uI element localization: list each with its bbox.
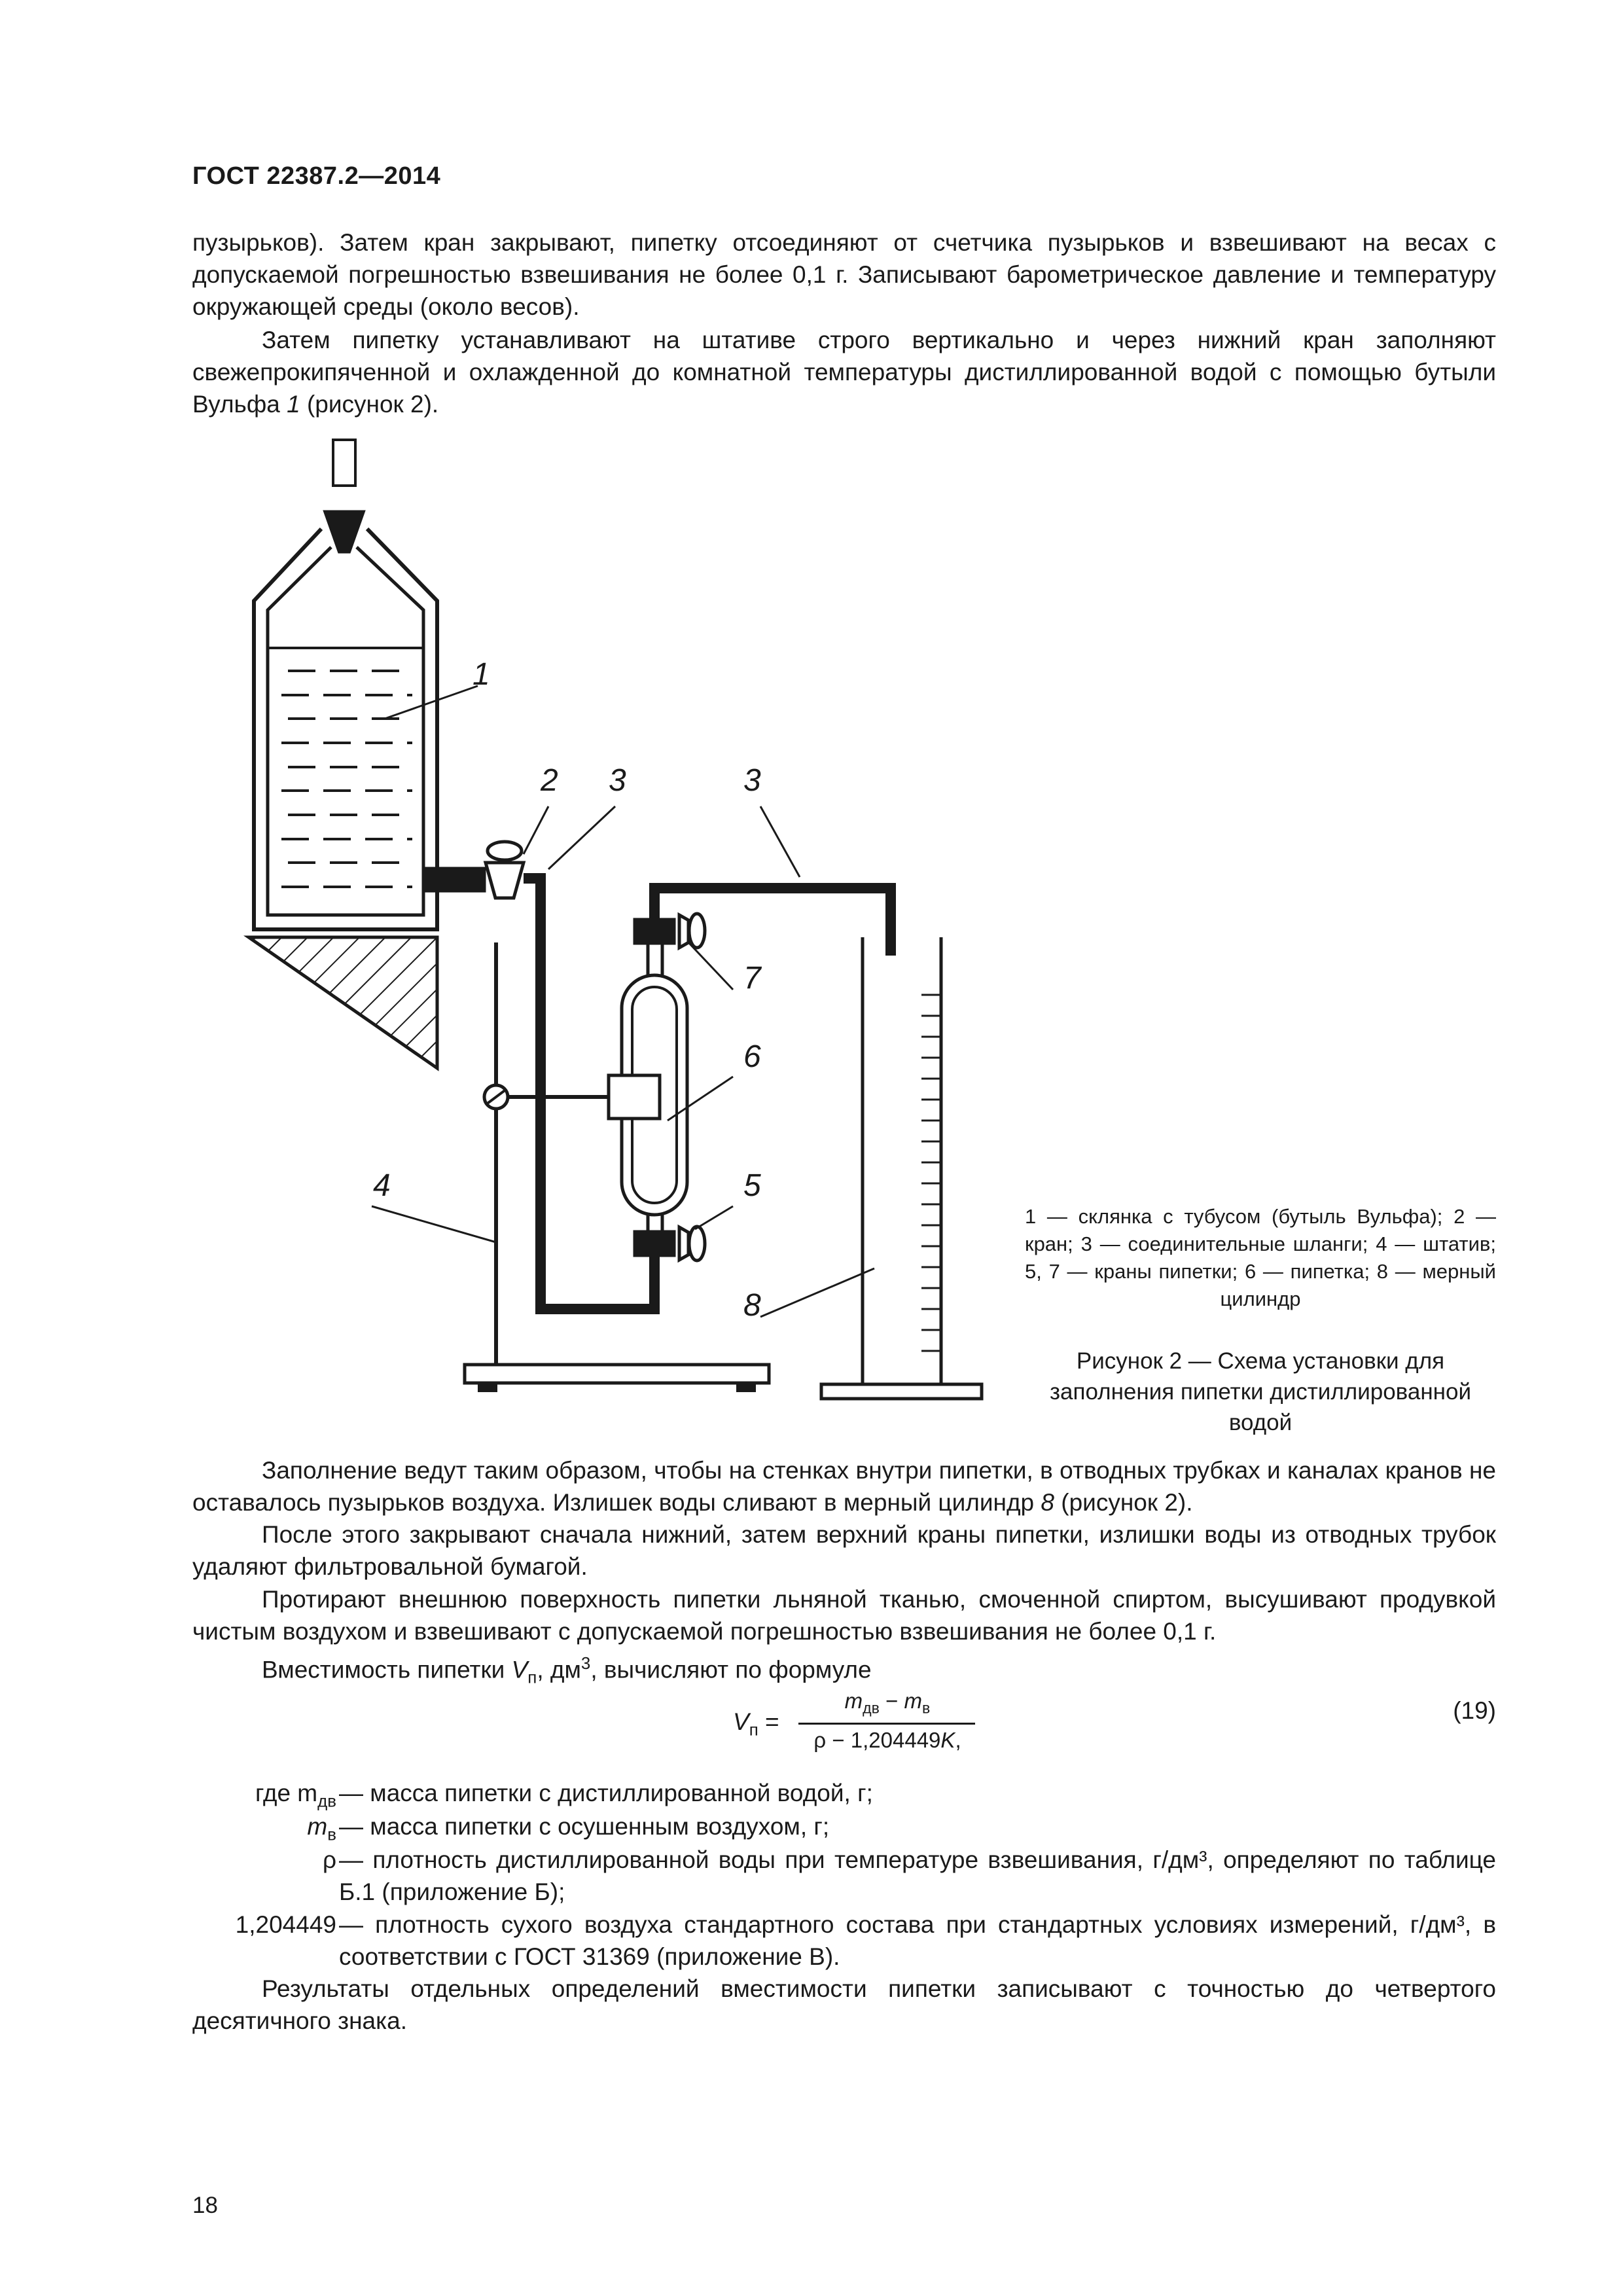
where-desc-4: — плотность сухого воздуха стандартного состава при стандартных условиях измерений, г/дм³, в соответствии с ГОСТ 31369 (приложение В). <box>339 1911 1496 1970</box>
formula-number: (19) <box>1453 1697 1496 1724</box>
formula-numerator <box>793 1689 982 1717</box>
where-symbol-1-sub: дв <box>317 1792 336 1811</box>
figure-legend: 1 — склянка с тубусом (бутыль Вульфа); 2 — кран; 3 — соединительные шланги; 4 — штатив; 5, 7 — краны пипетки; 6 — пипетка; 8 — мерный цилиндр <box>1025 1205 1496 1310</box>
formula-den-k: K <box>940 1728 955 1752</box>
paragraph-3-text-a: Заполнение ведут таким образом, чтобы на стенках внутри пипетки, в отводных трубках и каналах кранов не оставалось пузырьков воздуха. Излишек воды сливают в мерный цилиндр <box>192 1457 1496 1516</box>
formula-lhs-symbol: V <box>733 1708 749 1735</box>
stand <box>465 942 769 1392</box>
bottle-support-wedge <box>249 937 437 1068</box>
formula-lhs-subscript: п <box>749 1721 758 1740</box>
paragraph-2-text-b: (рисунок 2). <box>300 391 439 418</box>
figure-label-6: 6 <box>743 1039 761 1074</box>
where-desc-2: — масса пипетки с осушенным воздухом, г; <box>339 1813 830 1840</box>
paragraph-1: пузырьков). Затем кран закрывают, пипетку отсоединяют от счетчика пузырьков и взвешивают на весах с допускаемой погрешностью взвешивания не более 0,1 г. Записывают барометрическое давление и температуру окружающей среды (около весов). <box>192 229 1496 320</box>
figure-label-1: 1 <box>473 657 490 692</box>
formula-num-sub1: дв <box>863 1699 880 1717</box>
formula-fraction-bar <box>798 1723 975 1725</box>
paragraph-6-text-a: Вместимость пипетки <box>262 1656 512 1683</box>
measuring-cylinder <box>821 937 982 1399</box>
paragraph-6-superscript: 3 <box>580 1655 591 1673</box>
formula-lhs <box>733 1708 779 1740</box>
where-item-2 <box>0 1810 1623 1842</box>
paragraph-2 <box>192 324 1496 420</box>
bottle-tap <box>425 842 524 898</box>
page-number: 18 <box>192 2193 218 2218</box>
where-symbol-4: 1,204449 <box>235 1911 336 1938</box>
pipette-tap-lower <box>635 1227 705 1261</box>
paragraph-6 <box>192 1648 1496 1695</box>
cylinder-graduations <box>921 995 941 1351</box>
pipette-tap-upper <box>635 914 705 948</box>
paragraph-4: После этого закрывают сначала нижний, затем верхний краны пипетки, излишки воды из отводных трубок удаляют фильтровальной бумагой. <box>192 1521 1496 1580</box>
formula-num-m2: m <box>904 1689 923 1713</box>
figure-label-7: 7 <box>743 961 761 996</box>
paragraph-3-text-b: (рисунок 2). <box>1054 1489 1193 1516</box>
where-desc-3: — плотность дистиллированной воды при температуре взвешивания, г/дм³, определяют по таблице Б.1 (приложение Б); <box>339 1846 1496 1905</box>
figure-label-3b: 3 <box>743 763 761 798</box>
leader-lines <box>372 686 874 1317</box>
figure-label-8: 8 <box>743 1288 761 1323</box>
where-symbol-1-text: где m <box>255 1780 318 1806</box>
paragraph-6-symbol: V <box>511 1656 528 1683</box>
formula-denominator <box>793 1728 982 1753</box>
figure-label-4: 4 <box>373 1168 391 1203</box>
paragraph-2-ref: 1 <box>287 391 300 418</box>
where-symbol-3: ρ <box>322 1846 336 1873</box>
paragraph-2-text-a: Затем пипетку устанавливают на штативе строго вертикально и через нижний кран заполняют свежепрокипяченной и охлажденной до комнатной температуры дистиллированной водой с помощью бутыли Вульфа <box>192 327 1496 418</box>
paragraph-7: Результаты отдельных определений вместимости пипетки записывают с точностью до четвертого десятичного знака. <box>192 1975 1496 2034</box>
formula-num-sub2: в <box>922 1699 931 1717</box>
paragraph-3 <box>192 1454 1496 1518</box>
formula-comma: , <box>955 1728 961 1752</box>
formula-19 <box>733 1689 995 1767</box>
where-item-4 <box>0 1909 1623 1973</box>
figure-label-3a: 3 <box>609 763 626 798</box>
figure-caption: Рисунок 2 — Схема установки для заполнения пипетки дистиллированной водой <box>1049 1348 1472 1435</box>
paragraph-6-subscript: п <box>527 1668 537 1687</box>
wolff-bottle <box>254 440 437 929</box>
figure-label-2: 2 <box>541 763 558 798</box>
formula-num-m1: m <box>844 1689 863 1713</box>
where-item-1 <box>0 1777 1623 1809</box>
where-symbol-2-text: m <box>307 1813 328 1840</box>
where-desc-1: — масса пипетки с дистиллированной водой, г; <box>339 1780 873 1806</box>
connecting-hose-lower <box>524 878 654 1309</box>
pipette <box>609 941 687 1251</box>
where-symbol-2-sub: в <box>327 1825 336 1844</box>
paragraph-3-ref: 8 <box>1041 1489 1054 1516</box>
formula-equals: = <box>765 1708 779 1735</box>
paragraph-6-text-b: , дм <box>537 1656 581 1683</box>
paragraph-5: Протирают внешнюю поверхность пипетки льняной тканью, смоченной спиртом, высушивают продувкой чистым воздухом и взвешивают с допускаемой погрешностью взвешивания не более 0,1 г. <box>192 1586 1496 1645</box>
formula-num-minus: − <box>879 1689 904 1713</box>
bottle-stopper-cap <box>333 440 355 486</box>
figure-label-5: 5 <box>743 1168 761 1203</box>
where-item-3 <box>0 1844 1623 1908</box>
connecting-hose-upper <box>654 888 891 956</box>
document-header: ГОСТ 22387.2—2014 <box>192 162 441 190</box>
bottle-water <box>281 671 412 887</box>
bottle-stopper-cone <box>323 511 365 553</box>
paragraph-6-text-c: , вычисляют по формуле <box>590 1656 872 1683</box>
formula-den-text: ρ − 1,204449 <box>813 1728 941 1752</box>
